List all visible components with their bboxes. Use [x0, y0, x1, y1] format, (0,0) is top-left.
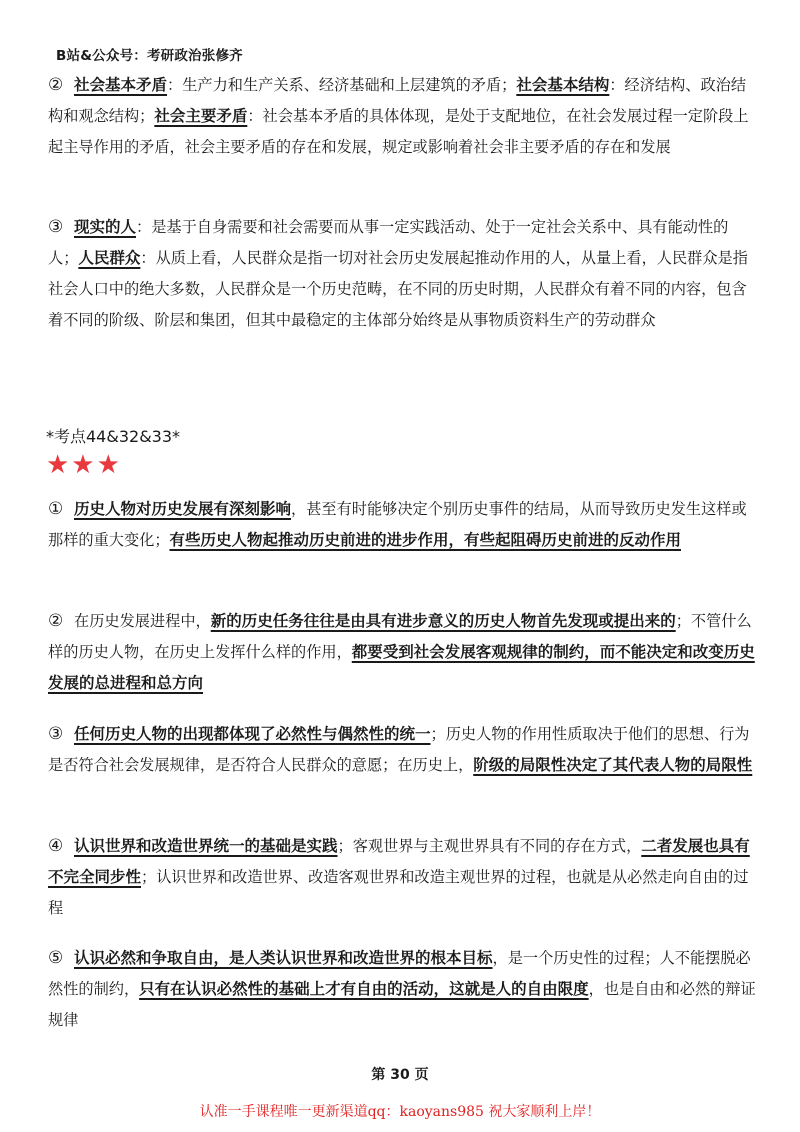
- key-phrase: 任何历史人物的出现都体现了必然性与偶然性的统一: [74, 725, 431, 743]
- page-header: B站&公众号：考研政治张修齐: [56, 48, 243, 64]
- text: ，甚至有时能够决定个别历史事件的结局，从而导致历史发生这样或那样的重大变化；: [48, 500, 747, 549]
- key-phrase: 有些历史人物起推动历史前进的进步作用，有些起阻碍历史前进的反动作用: [169, 531, 682, 549]
- text: ；认识世界和改造世界、改造客观世界和改造主观世界的过程，也就是从必然走向自由的过程: [48, 868, 749, 917]
- term-basic-structure: 社会基本结构: [516, 76, 610, 94]
- text: ；不管什么样的历史人物，在历史上发挥什么样的作用，: [48, 612, 752, 661]
- item-number: ①: [48, 499, 64, 519]
- item-number: ②: [48, 611, 64, 631]
- paragraph-people: [48, 212, 758, 336]
- footer-notice: 认准一手课程唯一更新渠道qq：kaoyans985 祝大家顺利上岸！: [199, 1104, 601, 1120]
- text: ，是一个历史性的过程；人不能摆脱必然性的制约，: [48, 949, 751, 998]
- item-number: ③: [48, 217, 64, 237]
- key-phrase: 历史人物对历史发展有深刻影响: [74, 500, 292, 518]
- key-phrase: 认识必然和争取自由，是人类认识世界和改造世界的根本目标: [74, 949, 493, 967]
- text: ；客观世界与主观世界具有不同的存在方式，: [337, 837, 642, 855]
- rating-stars: ★★★: [46, 450, 122, 480]
- key-phrase: 都要受到社会发展客观规律的制约，而不能决定和改变历史发展的总进程和总方向: [48, 643, 755, 692]
- item-number: ②: [48, 75, 64, 95]
- exam-point-label: *考点44&32&33*: [46, 427, 181, 446]
- item-number: ④: [48, 836, 64, 856]
- text: ：从质上看，人民群众是指一切对社会历史发展起推动作用的人，从量上看，人民群众是指社会人口中的绝大多数，人民群众是一个历史范畴，在不同的历史时期，人民群众有着不同的内容，包含着不同的阶级、阶层和集团，但其中最稳定的主体部分始终是从事物质资料生产的劳动群众: [48, 249, 748, 329]
- text: ：经济结构、政治结构和观念结构；: [48, 76, 747, 125]
- key-phrase: 二者发展也具有不完全同步性: [48, 837, 750, 886]
- text: ；历史人物的作用性质取决于他们的思想、行为是否符合社会发展规律，是否符合人民群众的意愿；在历史上，: [48, 725, 750, 774]
- term-main-contradiction: 社会主要矛盾: [154, 107, 248, 125]
- term-basic-contradiction: 社会基本矛盾: [74, 76, 168, 94]
- point-4: [48, 831, 758, 924]
- key-phrase: 阶级的局限性决定了其代表人物的局限性: [473, 756, 753, 774]
- text: ：是基于自身需要和社会需要而从事一定实践活动、处于一定社会关系中、具有能动性的人；: [48, 218, 729, 267]
- key-phrase: 认识世界和改造世界统一的基础是实践: [74, 837, 338, 855]
- point-5: [48, 943, 758, 1036]
- text: ：生产力和生产关系、经济基础和上层建筑的矛盾；: [167, 76, 517, 94]
- page-number: 第 30 页: [371, 1067, 429, 1083]
- point-2: [48, 606, 758, 699]
- term-real-people: 现实的人: [74, 218, 137, 236]
- item-number: ③: [48, 724, 64, 744]
- text: ：社会基本矛盾的具体体现，是处于支配地位，在社会发展过程一定阶段上起主导作用的矛盾，社会主要矛盾的存在和发展，规定或影响着社会非主要矛盾的存在和发展: [48, 107, 749, 156]
- key-phrase: 只有在认识必然性的基础上才有自由的活动，这就是人的自由限度: [139, 980, 589, 998]
- term-masses: 人民群众: [78, 249, 141, 267]
- point-1: [48, 494, 758, 556]
- text: 在历史发展进程中，: [74, 612, 211, 630]
- text: ，也是自由和必然的辩证规律: [48, 980, 756, 1029]
- paragraph-social-contradiction: [48, 70, 758, 163]
- key-phrase: 新的历史任务往往是由具有进步意义的历史人物首先发现或提出来的: [210, 612, 676, 630]
- point-3: [48, 719, 758, 781]
- item-number: ⑤: [48, 948, 64, 968]
